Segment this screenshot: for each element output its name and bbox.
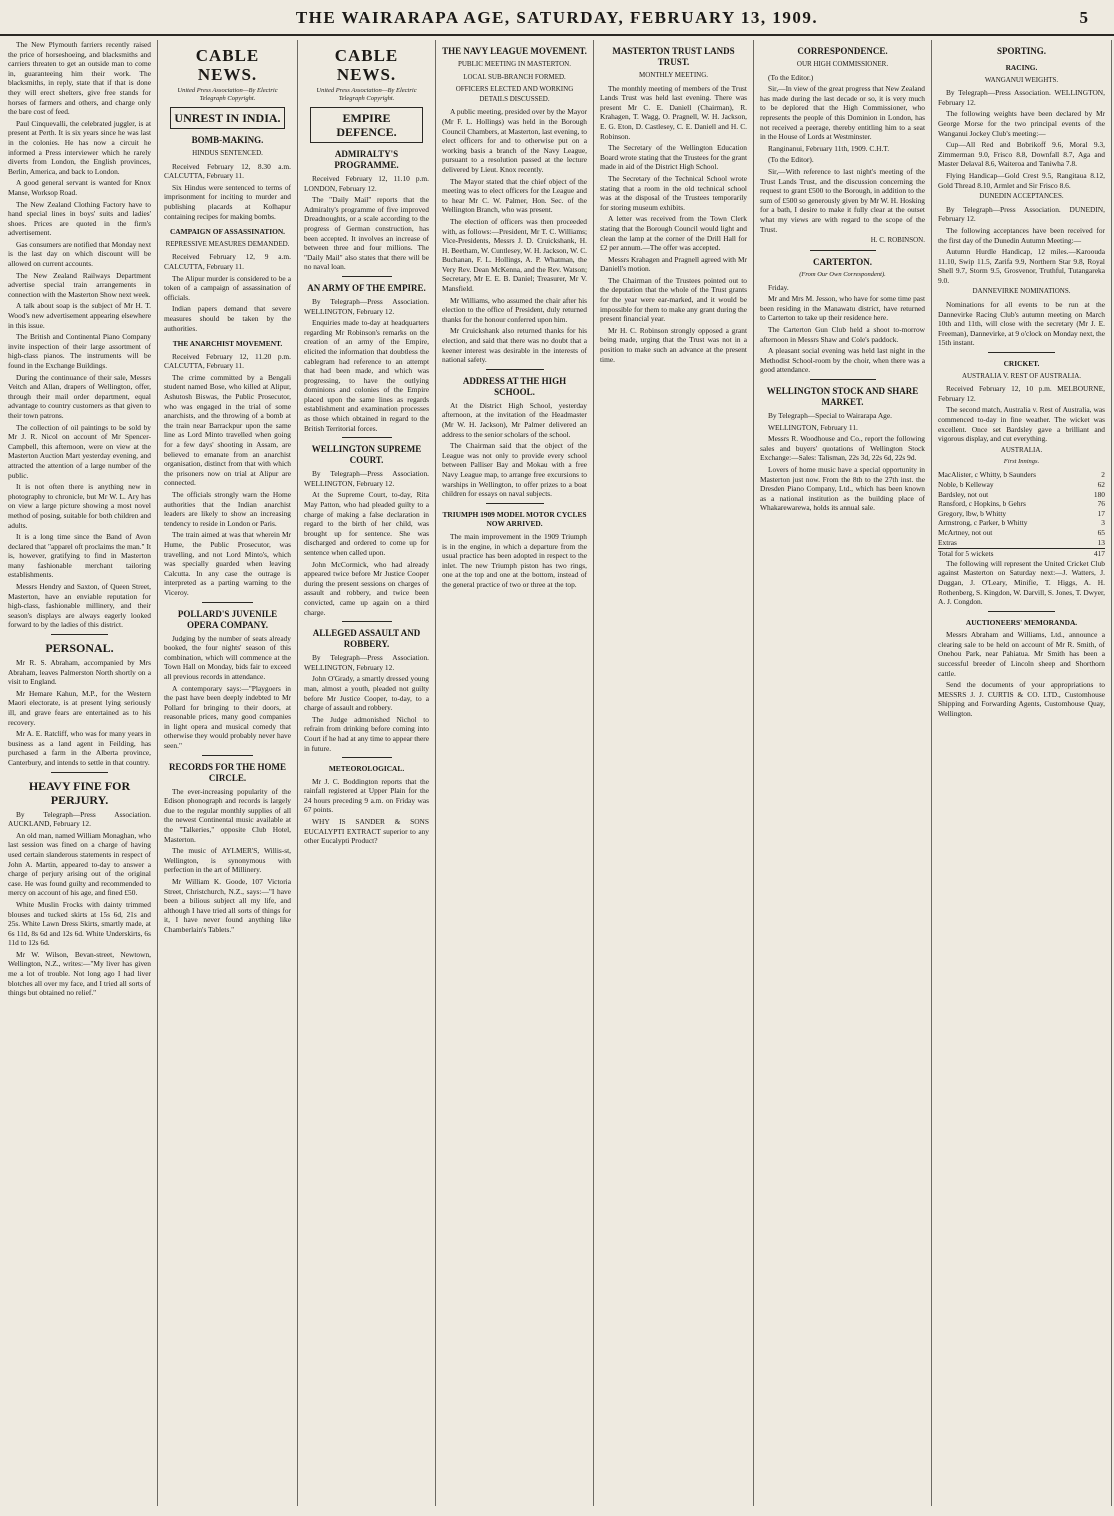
paragraph: Paul Cinquevalli, the celebrated juggler, is at present at Perth. It is six years since he was last in the colonies. He has now a circuit he informed a Press interviewer which he rarely diverts from London, the English provinces, Berlin, America, and back to London. — [8, 118, 151, 176]
batsman: Bardsley, not out — [938, 489, 989, 499]
paragraph: The "Daily Mail" reports that the Admiralty's programme of five improved Dreadnoughts, or a scale according to the progress of German construction, has been accepted. It involves an increase of between three and four millions. The "Daily Mail" also states that there will be no naval loan. — [304, 195, 429, 272]
paragraph: Cup—All Red and Bobrikoff 9.6, Moral 9.3, Zimmerman 9.0, Frisco 8.8, Downfall 8.7, Aga and Master Delaval 8.6, Waiteroa and Taniwha 7.8. — [938, 140, 1105, 169]
paragraph: Received February 12, 10 p.m. MELBOURNE, February 12. — [938, 384, 1105, 403]
total-runs: 417 — [1093, 549, 1105, 559]
divider — [342, 276, 392, 277]
batsman: Noble, b Kelleway — [938, 479, 994, 489]
empire-defence-heading: EMPIRE DEFENCE. — [336, 111, 397, 139]
robbery-heading: ALLEGED ASSAULT AND ROBBERY. — [312, 628, 421, 650]
paragraph: The second match, Australia v. Rest of Australia, was commenced to-day in fine weather. The wicket was excellent. Once set Bardsley gave a brilliant and vigorous display, and cut everything. — [938, 405, 1105, 444]
local-news — [8, 40, 151, 630]
score-row — [938, 509, 1105, 519]
paragraph: The ever-increasing popularity of the Edison phonograph and records is largely due to the regular monthly supplies of all the newest Continental music available at the "Talkeries," opposite Club Hotel, Masterton. — [164, 786, 291, 844]
paragraph: Mr Cruickshank also returned thanks for his election, and said that there was no doubt that a keener interest was desirable in the interests of national safety. — [442, 326, 587, 365]
column-6 — [754, 40, 932, 1506]
paragraph: Messrs Abraham and Williams, Ltd., announce a clearing sale to be held on account of Mr R. Smith, of Onehou Park, near Pahiatua. Mr Smith has been a successful breeder of Lincoln sheep and Shorthorn cattle. — [938, 630, 1105, 678]
runs: 76 — [1097, 499, 1105, 509]
divider — [988, 352, 1055, 353]
paragraph: The crime committed by a Bengali student named Bose, who killed at Alipur, Ashutosh Biswas, the Public Prosecutor, who was engaged in the trial of some anarchists, and the throwing of a bomb at the train near Barrackpur upon the same line as Lord Minto travelled when going for a few days' shooting in Assam, are believed to emanate from an anarchist organisation, distinct from that with which the prisoners now on trial at Alipur are connected. — [164, 372, 291, 488]
paragraph: The officials strongly warn the Home authorities that the Indian anarchist leaders are likely to show an increasing tendency to reside in London or Paris. — [164, 490, 291, 528]
paragraph: An old man, named William Monaghan, who last session was fined on a charge of having used certain slanderous statements in respect of John A. Martin, appeared to-day to answer a charge of perjury arising out of the original case. He was found guilty and recommended to mercy on account of his age, and fined £50. — [8, 830, 151, 898]
paragraph: Indian papers demand that severe measures should be taken by the authorities. — [164, 304, 291, 333]
perjury-heading: HEAVY FINE FOR PERJURY. — [28, 778, 131, 807]
divider — [486, 369, 544, 370]
trust-subheading: MONTHLY MEETING. — [638, 71, 709, 79]
paragraph: The Alipur murder is considered to be a token of a campaign of assassination of officials. — [164, 273, 291, 302]
wire-credit: United Press Association—By Electric Telegraph Copyright. — [177, 87, 278, 102]
paragraph: The following will represent the United Cricket Club against Masterton on Saturday next:—J. Watters, J. Duggan, J. O'Leary, Minifie, T. Higgs, A. H. Rothenberg, S. Kingdon, W. Darvill, S. Jones, T. Dwyer, A. J. Congdon. — [938, 558, 1106, 607]
paragraph: The New Plymouth farriers recently raised the price of horseshoeing, and blacksmiths and carriers threaten to get an outside man to come in, guaranteeing him their work. The blacksmiths, in reply, state that if that is done they will erect shelters, give free stands for horses of farmers and others, and charge only the bare cost of feed. — [8, 40, 151, 117]
navy-league-heading: THE NAVY LEAGUE MOVEMENT. — [442, 46, 587, 56]
paragraph: A talk about soap is the subject of Mr H. T. Wood's new advertisement appearing elsewhere in this issue. — [8, 301, 151, 330]
cable-news-heading: CABLE NEWS. — [334, 46, 399, 84]
divider — [810, 379, 876, 380]
paragraph: It is not often there is anything new in photography to chronicle, but Mr W. L. Ary has on view a large picture showing a most novel method of posing, suitable for both children and adults. — [8, 482, 151, 530]
commissioner-subheading: OUR HIGH COMMISSIONER. — [796, 60, 889, 68]
opera-heading: POLLARD'S JUVENILE OPERA COMPANY. — [177, 608, 278, 630]
paragraph: A contemporary says:—"Playgoers in the past have been deeply indebted to Mr Pollard for bringing to their doors, at reasonable prices, many good companies in light opera and musical comedy that otherwise they would probably never have seen." — [164, 683, 291, 751]
innings-label: First Innings. — [1003, 458, 1040, 466]
runs: 17 — [1097, 508, 1105, 518]
paragraph: The Mayor stated that the chief object of the meeting was to elect officers for the League and to hear Mr C. W. Palmer, Hon. Sec. of the Wellington Branch, who was present. — [442, 176, 587, 215]
paragraph: It is a long time since the Band of Avon declared that "apparel oft proclaims the man." It is, however, gratifying to find in Masterton many fashionable merchant tailoring establishments. — [8, 532, 151, 580]
court-heading: WELLINGTON SUPREME COURT. — [311, 444, 422, 466]
paragraph: Mr A. E. Ratcliff, who was for many years in business as a land agent in Feilding, has purchased a farm in the Alberta province, Canterbury, and intends to settle in that country. — [8, 729, 151, 767]
triumph-heading: TRIUMPH 1909 MODEL MOTOR CYCLES NOW ARRIVED. — [442, 509, 587, 529]
runs: 13 — [1097, 537, 1105, 547]
paragraph: The collection of oil paintings to be sold by Mr J. R. Nicol on account of Mr Spencer-Campbell, this afternoon, were on view at the Masterton Auction Mart yesterday evening, and attracted the attention of a large number of the public. — [8, 422, 151, 480]
paragraph: By Telegraph—Press Association. WELLINGTON, February 12. — [304, 653, 429, 672]
score-row — [938, 538, 1105, 548]
paragraph: By Telegraph—Press Association. WELLINGTON, February 12. — [938, 88, 1105, 107]
divider — [810, 250, 876, 251]
paragraph: Lovers of home music have a special opportunity in Masterton just now. From the 8th to the 27th inst. the Dresden Piano Company, Ltd., which has been known as a national institution as the building place of Whakarewarewa, holds its annual sale. — [760, 465, 925, 513]
section-box — [310, 107, 423, 143]
divider — [486, 503, 544, 504]
section-box — [170, 107, 285, 129]
runs: 62 — [1097, 479, 1105, 489]
batsman: Extras — [938, 537, 957, 547]
paragraph: A public meeting, presided over by the Mayor (Mr F. L. Hollings) was held in the Borough Council Chambers, at Masterton, last evening, to elect officers for and to otherwise put on a working basis a branch of the Navy League, pursuant to a resolution passed at the lecture delivered by Lieut. Knox recently. — [442, 107, 587, 174]
paragraph: The Chairman said that the object of the League was not only to provide every school between Palliser Bay and Mokau with a free Navy League map, to arrange free excursions to warships in Wellington, to offer prizes to a boat children for essays on naval subjects. — [442, 441, 587, 499]
paragraph: The main improvement in the 1909 Triumph is in the engine, in which a departure from the usual practice has been adopted in respect to the inlet. The new Triumph piston has two rings, one at the top and one at the bottom, instead of the general practice of two or three at the top. — [442, 531, 587, 589]
dunedin-heading: DUNEDIN ACCEPTANCES. — [979, 192, 1064, 201]
carterton-heading: CARTERTON. — [813, 256, 872, 267]
column-5 — [594, 40, 754, 1506]
runs: 3 — [1101, 518, 1105, 528]
runs: 2 — [1101, 470, 1105, 480]
cable-news-heading: CABLE NEWS. — [195, 46, 260, 84]
paragraph: The election of officers was then proceeded with, as follows:—President, Mr T. C. Williams; Vice-Presidents, Messrs J. D. Cruickshank, H. H. Beetham, W. Cuntlesey, W. H. Jackson, W. C. Buchanan, F. L. Hollings, A. P. Whatman, the Very Rev. Dean McKenna, and the Rev. Watson; Secretary, Mr E. E. B. Daniel; Treasurer, Mr V. Mansfield. — [442, 216, 587, 294]
paragraph: Nominations for all events to be run at the Dannevirke Racing Club's autumn meeting on March 10th and 11th, will close with the secretary (Mr J. E. Freeman), Dannevirke, at 9 o'clock on Monday next, the 15th instant. — [938, 300, 1105, 348]
bomb-heading: BOMB-MAKING. — [191, 135, 264, 145]
home-circle-heading: RECORDS FOR THE HOME CIRCLE. — [168, 761, 287, 783]
paragraph: Mr R. S. Abraham, accompanied by Mrs Abraham, leaves Palmerston North shortly on a visit to England. — [8, 658, 151, 687]
navy-subheading: PUBLIC MEETING IN MASTERTON. — [457, 60, 571, 68]
score-row — [938, 480, 1105, 490]
masthead — [0, 0, 1114, 36]
batsman: Gregory, lbw, b Whitty — [938, 508, 1007, 518]
score-total-row — [938, 548, 1105, 559]
paragraph: By Telegraph—Special to Wairarapa Age. — [768, 411, 893, 421]
batsman: Armstrong, c Parker, b Whitty — [938, 518, 1028, 528]
column-7 — [932, 40, 1112, 1506]
paragraph: (To the Editor). — [768, 155, 814, 165]
stock-market-heading: WELLINGTON STOCK AND SHARE MARKET. — [766, 386, 919, 408]
paragraph: By Telegraph—Press Association. WELLINGTON, February 12. — [304, 296, 429, 316]
paragraph: The following acceptances have been received for the first day of the Dunedin Autumn Meeting:— — [938, 225, 1105, 245]
paragraph: Mr J. C. Boddington reports that the rainfall registered at Upper Plain for the 24 hours preceding 9 a.m. on Friday was 67 points. — [304, 776, 429, 815]
paragraph: By Telegraph—Press Association. WELLINGTON, February 12. — [304, 469, 429, 488]
divider — [342, 437, 392, 438]
paragraph: Received February 12, 11.10 p.m. LONDON, February 12. — [304, 174, 429, 193]
paragraph: Six Hindus were sentenced to terms of imprisonment for inciting to murder and publishing placards at Kolhapur containing recipes for making bombs. — [164, 182, 291, 221]
runs: 65 — [1097, 527, 1105, 537]
meteorological-heading: METEOROLOGICAL. — [328, 764, 405, 774]
batsman: MacAlister, c Whitty, b Saunders — [938, 470, 1037, 480]
paragraph: John O'Grady, a smartly dressed young man, almost a youth, pleaded not guilty before Mr Justice Cooper, to-day, to a charge of assault and robbery. — [304, 674, 429, 713]
dannevirke-heading: DANNEVIRKE NOMINATIONS. — [972, 287, 1071, 296]
carterton-subheading: (From Our Own Correspondent). — [799, 270, 886, 278]
page-number: 5 — [1079, 8, 1088, 27]
paragraph: Mr and Mrs M. Jesson, who have for some time past been residing in the Manawatu district, have returned to Carterton to take up their residence here. — [760, 294, 925, 323]
column-3 — [298, 40, 436, 1506]
score-row — [938, 528, 1105, 538]
anarchist-heading: THE ANARCHIST MOVEMENT. — [172, 339, 283, 349]
cricket-heading: CRICKET. — [1003, 359, 1040, 369]
paragraph: (To the Editor.) — [768, 72, 814, 82]
wire-credit: United Press Association—By Electric Telegraph Copyright. — [316, 87, 417, 102]
paragraph: Judging by the number of seats already booked, the four nights' season of this combination, which will commence at the Town Hall on Monday, bids fair to exceed all previous records in attendance. — [164, 633, 291, 681]
paragraph: The Carterton Gun Club held a shoot to-morrow afternoon in Messrs Shaw and Cole's paddock. — [760, 325, 925, 344]
divider — [51, 772, 108, 773]
paragraph: Send the documents of your appropriations to MESSRS J. J. CURTIS & CO. LTD., Customhouse Shipping and Forwarding Agents, Customhouse Quay, Wellington. — [938, 680, 1105, 719]
paragraph: The Secretary of the Wellington Education Board wrote stating that the Trustees for the grant made in aid of the District High School. — [600, 143, 747, 172]
paragraph: Sir,—With reference to last night's meeting of the Trust Lands Trust, and the discussion concerning the request to grant £500 to the Borough, in addition to the sum of £500 so generously given by Mr W. H. Hosking for a bath, I desire to make it fully clear at the outset what my views are with regard to the scope of the Trust. — [760, 166, 925, 234]
bomb-subheading: HINDUS SENTENCED. — [192, 149, 263, 157]
paragraph: By Telegraph—Press Association. AUCKLAND, February 12. — [8, 809, 151, 829]
assassination-subheading: REPRESSIVE MEASURES DEMANDED. — [165, 239, 290, 248]
paragraph: A letter was received from the Town Clerk stating that the Borough Council would light and clean the lamp at the corner of the Drill Hall for £2 per annum.—The offer was accepted. — [600, 214, 747, 253]
paragraph: A good general servant is wanted for Knox Manse, Worksop Road. — [8, 178, 151, 197]
paragraph: Messrs Krahagen and Pragnell agreed with Mr Daniell's motion. — [600, 254, 747, 274]
letter-signature: H. C. ROBINSON. — [870, 236, 925, 245]
paragraph: Autumn Hurdle Handicap, 12 miles.—Karoouda 11.10, Swip 11.5, Zarifa 9.9, Northern Star 9.8, Royal Shell 9.7, Storm 9.5, Grosvenor, Truthful, Tutangareka 9.0. — [938, 247, 1105, 285]
trust-lands-heading: MASTERTON TRUST LANDS TRUST. — [612, 46, 735, 67]
team-name: AUSTRALIA. — [1000, 445, 1043, 454]
paragraph: By Telegraph—Press Association. DUNEDIN, February 12. — [938, 204, 1105, 224]
score-row — [938, 470, 1105, 480]
paragraph: Received February 12, 9 a.m. CALCUTTA, February 11. — [164, 252, 291, 271]
paragraph: Gas consumers are notified that Monday next is the last day on which discount will be allowed on current accounts. — [8, 239, 151, 269]
scorecard — [938, 470, 1105, 558]
paragraph: John McCormick, who had already appeared twice before Mr Justice Cooper during the present sessions on charges of assault and robbery, and twice been convicted, came up again on a third charge. — [304, 559, 429, 617]
divider — [202, 755, 253, 756]
divider — [342, 757, 392, 758]
weights-heading: WANGANUI WEIGHTS. — [984, 75, 1059, 84]
personal-heading: PERSONAL. — [45, 641, 114, 656]
paragraph: WHY IS SANDER & SONS EUCALYPTI EXTRACT superior to any other Eucalypti Product? — [304, 817, 429, 846]
paragraph: The monthly meeting of members of the Trust Lands Trust was held last evening. There was present Mr C. E. Daniell (Chairman), R. Krahagen, T. Wagg, O. Pragnell, W. H. Jackson, E. G. Eton, D. Castlesey, C. E. Daniell and H. C. Robinson. — [600, 83, 747, 141]
total-label: Total for 5 wickets — [938, 549, 994, 559]
paragraph: The music of AYLMER'S, Willis-st, Wellington, is synonymous with perfection in the art of Millinery. — [164, 846, 291, 875]
paragraph: A pleasant social evening was held last night in the Methodist School-room by the choir, when there was a good attendance. — [760, 346, 925, 375]
navy-subheading-3: OFFICERS ELECTED AND WORKING DETAILS DISCUSSED. — [455, 85, 574, 103]
paragraph: Mr H. C. Robinson strongly opposed a grant being made, urging that the Trust was not in a position to make such an advance at the present time. — [600, 325, 747, 364]
paragraph: Enquiries made to-day at headquarters regarding Mr Robinson's remarks on the creation of an army of the Empire, elicited the information that doubtless the cablegram had reference to an attempt that had been made, and which was progressing, to have the outlying dominions and colonies of the Empire placed upon the same lines as regards establishment and examination processes as those which obtained in regard to the British Territorial forces. — [304, 318, 429, 433]
paragraph: The Chairman of the Trustees pointed out to the deputation that the whole of the Trust grants for the year were ear-marked, and it would be impossible for them to make any grant during the present financial year. — [600, 275, 747, 324]
paragraph: WELLINGTON, February 11. — [768, 422, 858, 432]
correspondence-heading: CORRESPONDENCE. — [797, 46, 888, 56]
paragraph: Ranginanui, February 11th, 1909. C.H.T. — [768, 143, 890, 153]
paragraph: At the Supreme Court, to-day, Rita May Patton, who had pleaded guilty to a charge of making a false declaration in regard to the birth of her child, was brought up for sentence. She was discharged and ordered to come up for sentence when called upon. — [304, 490, 429, 557]
divider — [51, 634, 108, 635]
column-2 — [158, 40, 298, 1506]
high-school-heading: ADDRESS AT THE HIGH SCHOOL. — [462, 375, 567, 397]
paragraph: Messrs Hendry and Saxton, of Queen Street, Masterton, have an enviable reputation for high-class, fashionable millinery, and their season's displays are always eagerly looked forward to by the ladies of this district. — [8, 582, 151, 630]
auctioneer-heading: AUCTIONEERS' MEMORANDA. — [965, 617, 1078, 627]
column-1 — [2, 40, 158, 1506]
paragraph: The train aimed at was that wherein Mr Hume, the Public Prosecutor, was travelling, and not Lord Minto's, which was specially guarded when leaving Calcutta. In any case the outrage is interpreted as a parting warning to the Viceroy. — [164, 530, 291, 597]
paragraph: Mr Williams, who assumed the chair after his election to the office of President, duly returned thanks for the honour conferred upon him. — [442, 295, 587, 324]
column-4 — [436, 40, 594, 1506]
divider — [202, 602, 253, 603]
paragraph: White Muslin Frocks with dainty trimmed blouses and tucked skirts at 15s 6d, 21s and 25s. White Lawn Dress Skirts, smartly made, at 6s 11d, 8s 6d and 12s 6d. White Underskirts, 6s 11d to 12s 6d. — [8, 899, 151, 948]
navy-subheading-2: LOCAL SUB-BRANCH FORMED. — [463, 72, 566, 81]
paragraph: Mr William K. Goode, 107 Victoria Street, Christchurch, N.Z., says:—"I have been a bilious subject all my life, and although I have tried all sorts of things for it, I have never found anything like Chamberlain's Tablets." — [164, 877, 291, 934]
paragraph: The New Zealand Clothing Factory have to hand special lines in boys' suits and ladies' shoes. Prices are quoted in the firm's advertisement. — [8, 199, 151, 238]
runs: 180 — [1093, 489, 1105, 499]
paragraph: Friday. — [768, 282, 789, 292]
divider — [988, 611, 1055, 612]
newspaper-title: THE WAIRARAPA AGE, SATURDAY, FEBRUARY 13, 1909. — [295, 8, 819, 27]
sporting-heading: SPORTING. — [997, 46, 1046, 56]
paragraph: Messrs R. Woodhouse and Co., report the following sales and buyers' quotations of Wellington Stock Exchange:—Sales: Talisman, 22s 3d, 22s 6d, 22s 9d. — [760, 434, 925, 463]
army-heading: AN ARMY OF THE EMPIRE. — [307, 282, 426, 293]
score-row — [938, 518, 1105, 528]
paragraph: Received February 12, 8.30 a.m. CALCUTTA, February 11. — [164, 161, 291, 181]
paragraph: The Secretary of the Technical School wrote stating that a room in the old technical school was at the disposal of the Trustees temporarily for storing museum exhibits. — [600, 173, 747, 212]
batsman: Ransford, c Hopkins, b Gehrs — [938, 499, 1026, 509]
paragraph: The Judge admonished Nichol to refrain from drinking before coming into Court if he had at any time to appear there in future. — [304, 714, 429, 753]
paragraph: At the District High School, yesterday afternoon, at the invitation of the Headmaster (Mr W. H. Jackson), Mr Palmer delivered an address to the senior scholars of the school. — [442, 400, 587, 439]
assassination-heading: CAMPAIGN OF ASSASSINATION. — [169, 227, 286, 237]
score-row — [938, 499, 1105, 509]
india-heading: UNREST IN INDIA. — [174, 111, 281, 125]
racing-heading: RACING. — [1005, 63, 1038, 72]
paragraph: Sir,—In view of the great progress that New Zealand has made during the last decade or so, it is very much to be deplored that the High Commissioner, who represents the people of this Dominion in London, has not received a peerage, thereby entitling him to a seat in the House of Lords at Westminster. — [760, 84, 925, 142]
cricket-subheading: AUSTRALIA V. REST OF AUSTRALIA. — [961, 371, 1082, 380]
paragraph: Mr W. Wilson, Bevan-street, Newtown, Wellington, N.Z., writes:—"My liver has given me a lot of trouble. Not long ago I had liver blotches all over my face, and I tried all sorts of things but obtained no relief." — [8, 949, 151, 998]
batsman: McArtney, not out — [938, 527, 993, 537]
paragraph: Flying Handicap—Gold Crest 9.5, Rangitaua 8.12, Gold Thread 8.10, Armlet and Sir Frisco 8.6. — [938, 170, 1105, 190]
paragraph: The British and Continental Piano Company invite inspection of their large assortment of high-class pianos. The instruments will be found in the Exchange Buildings. — [8, 332, 151, 370]
divider — [342, 621, 392, 622]
paragraph: The following weights have been declared by Mr George Morse for the two principal events of the Wanganui Jockey Club's meeting:— — [938, 109, 1105, 138]
paragraph: Mr Hemare Kahun, M.P., for the Western Maori electorate, is at present lying seriously ill, and grave fears are entertained as to his recovery. — [8, 688, 151, 727]
paragraph: During the continuance of their sale, Messrs Veitch and Allan, drapers of Wellington, offer, through their mail order department, equal advantage to country customers as that given to their town patrons. — [8, 372, 151, 420]
score-row — [938, 490, 1105, 500]
paragraph: Received February 12, 11.20 p.m. CALCUTTA, February 11. — [164, 351, 291, 371]
paragraph: The New Zealand Railways Department advertise special train arrangements in connection with the Masterton Show next week. — [8, 270, 151, 299]
admiralty-heading: ADMIRALTY'S PROGRAMME. — [334, 149, 399, 170]
